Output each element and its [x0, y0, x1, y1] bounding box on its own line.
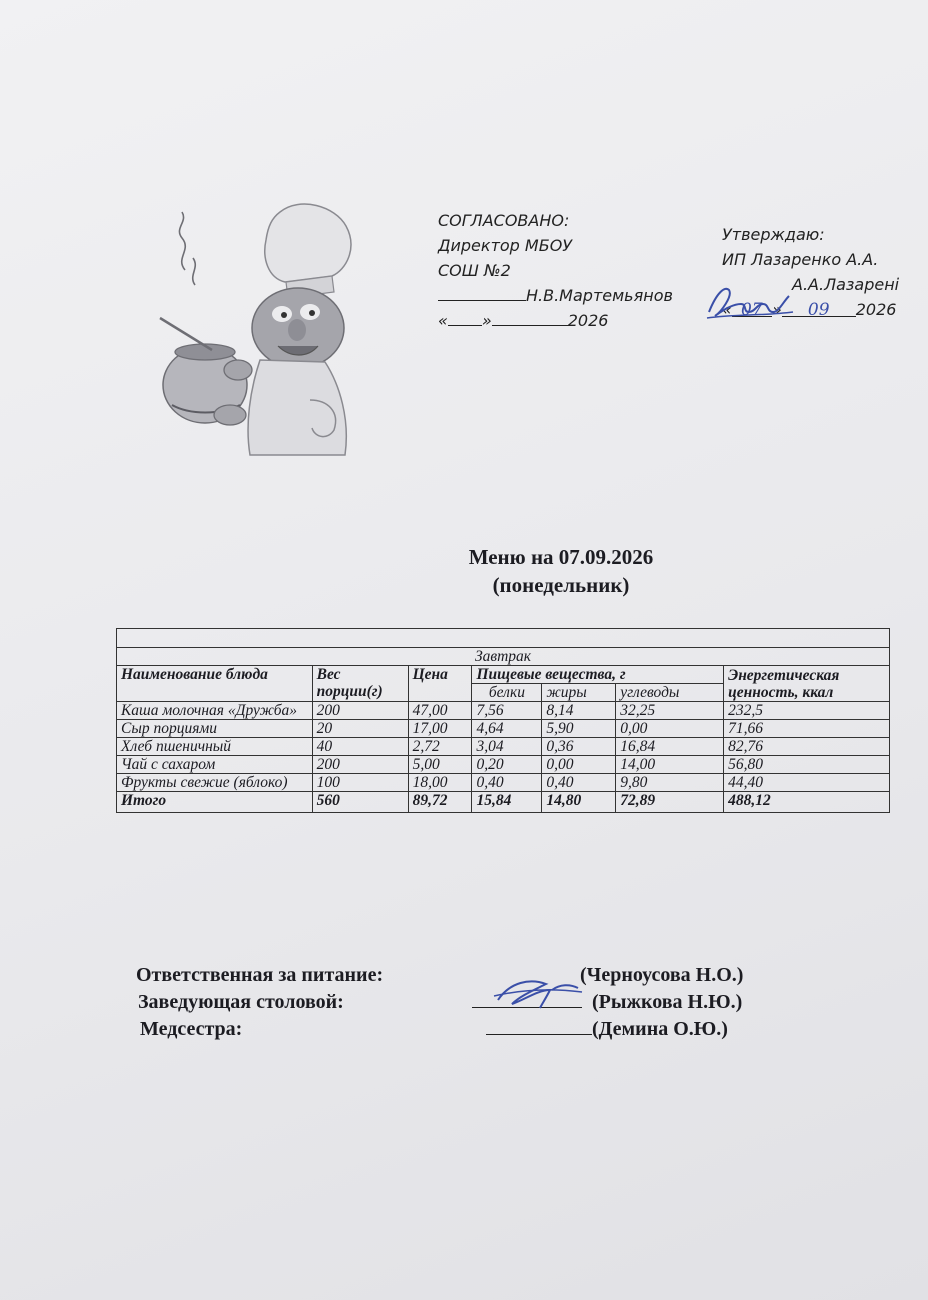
approval-approved-heading: Утверждаю: [722, 225, 825, 244]
table-row [117, 720, 890, 738]
date-quote-open: « [438, 311, 448, 330]
approval-agreed-date-line [438, 308, 673, 333]
handwritten-month: 09 [782, 298, 856, 317]
date-quote-open: « [722, 300, 732, 319]
total-fat: 14,80 [542, 792, 616, 813]
approval-agreed-org: СОШ №2 [438, 261, 511, 280]
responsible-role: Ответственная за питание: [136, 964, 384, 986]
dish-price: 47,00 [408, 702, 472, 720]
dish-protein: 3,04 [472, 738, 542, 756]
dish-carbs: 9,80 [616, 774, 724, 792]
responsible-row [136, 1016, 836, 1043]
approval-approved-position: ИП Лазаренко А.А. [722, 250, 879, 269]
dish-energy: 232,5 [724, 702, 890, 720]
month-blank [492, 311, 568, 326]
dish-weight: 40 [312, 738, 408, 756]
dish-protein: 0,40 [472, 774, 542, 792]
table-total-row [117, 792, 890, 813]
dish-energy: 71,66 [724, 720, 890, 738]
approval-approved-name: А.А.Лазарені [792, 275, 900, 294]
handwritten-signature [703, 282, 795, 322]
dish-energy: 44,40 [724, 774, 890, 792]
table-row [117, 738, 890, 756]
dish-carbs: 32,25 [616, 702, 724, 720]
responsible-person: (Черноусова Н.О.) [580, 964, 744, 986]
date-quote-close: » [481, 311, 492, 330]
total-carbs: 72,89 [616, 792, 724, 813]
approval-agreed-name: Н.В.Мартемьянов [526, 286, 673, 305]
dish-fat: 0,00 [542, 756, 616, 774]
responsible-role: Медсестра: [140, 1018, 243, 1040]
dish-weight: 200 [312, 702, 408, 720]
responsible-person: (Демина О.Ю.) [592, 1018, 728, 1040]
dish-name: Каша молочная «Дружба» [117, 702, 313, 720]
header-dish-name: Наименование блюда [117, 666, 313, 702]
menu-title-weekday: (понедельник) [492, 573, 630, 597]
table-row [117, 774, 890, 792]
dish-energy: 82,76 [724, 738, 890, 756]
signature-blank [438, 286, 526, 301]
table-row [117, 756, 890, 774]
responsible-row [136, 989, 836, 1016]
handwritten-signature [490, 970, 586, 1016]
dish-price: 17,00 [408, 720, 472, 738]
dish-price: 2,72 [408, 738, 472, 756]
dish-carbs: 16,84 [616, 738, 724, 756]
responsible-role: Заведующая столовой: [138, 991, 344, 1013]
dish-protein: 4,64 [472, 720, 542, 738]
dish-fat: 5,90 [542, 720, 616, 738]
dish-price: 5,00 [408, 756, 472, 774]
table-top-border-row [117, 629, 890, 648]
dish-price: 18,00 [408, 774, 472, 792]
approval-agreed-name-line [438, 283, 673, 308]
approval-agreed-position: Директор МБОУ [438, 236, 573, 255]
responsible-person: (Рыжкова Н.Ю.) [592, 991, 743, 1013]
chef-illustration [150, 200, 355, 460]
responsible-persons [136, 962, 836, 1043]
dish-weight: 200 [312, 756, 408, 774]
menu-table [116, 628, 890, 813]
header-energy: Энергетическая ценность, ккал [724, 666, 890, 702]
header-nutrients: Пищевые вещества, г [472, 666, 724, 684]
dish-carbs: 0,00 [616, 720, 724, 738]
approval-agreed-heading: СОГЛАСОВАНО: [438, 211, 570, 230]
responsible-row [136, 962, 836, 989]
dish-protein: 0,20 [472, 756, 542, 774]
dish-protein: 7,56 [472, 702, 542, 720]
table-row [117, 702, 890, 720]
dish-weight: 20 [312, 720, 408, 738]
header-weight: Вес порции(г) [312, 666, 408, 702]
dish-name: Сыр порциями [117, 720, 313, 738]
dish-name: Фрукты свежие (яблоко) [117, 774, 313, 792]
meal-row [117, 648, 890, 666]
header-protein: белки [472, 684, 542, 702]
menu-title-date: Меню на 07.09.2026 [468, 545, 654, 569]
approval-approved-year: 2026 [855, 300, 897, 319]
dish-energy: 56,80 [724, 756, 890, 774]
approval-agreed-year: 2026 [567, 311, 609, 330]
header-carbs: углеводы [616, 684, 724, 702]
dish-weight: 100 [312, 774, 408, 792]
dish-carbs: 14,00 [616, 756, 724, 774]
day-blank [448, 311, 482, 326]
total-protein: 15,84 [472, 792, 542, 813]
dish-name: Чай с сахаром [117, 756, 313, 774]
meal-label: Завтрак [117, 648, 890, 666]
total-weight: 560 [312, 792, 408, 813]
signature-line-group [486, 1016, 728, 1043]
table-header-row [117, 666, 890, 684]
approval-agreed-block [438, 208, 673, 333]
total-price: 89,72 [408, 792, 472, 813]
total-label: Итого [117, 792, 313, 813]
signature-blank [486, 1016, 592, 1035]
header-fat: жиры [542, 684, 616, 702]
header-price: Цена [408, 666, 472, 702]
dish-fat: 0,36 [542, 738, 616, 756]
handwritten-day: 07 [732, 298, 772, 317]
dish-fat: 0,40 [542, 774, 616, 792]
date-quote-close: » [771, 300, 782, 319]
dish-fat: 8,14 [542, 702, 616, 720]
total-energy: 488,12 [724, 792, 890, 813]
menu-title [0, 543, 928, 599]
dish-name: Хлеб пшеничный [117, 738, 313, 756]
